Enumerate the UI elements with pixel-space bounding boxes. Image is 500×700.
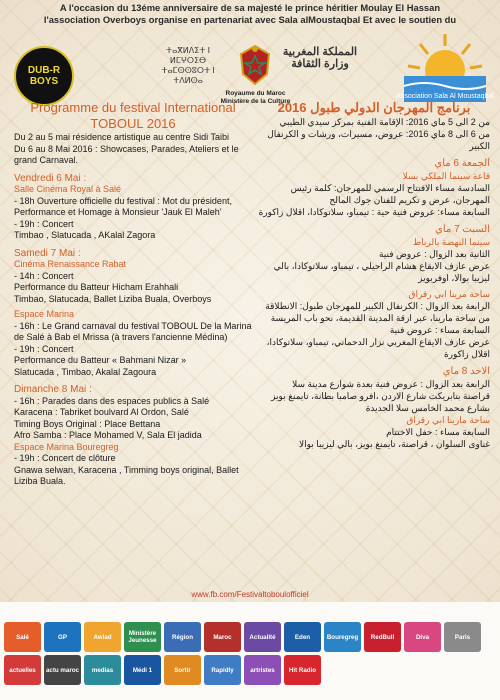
sponsor-logo: actuelles — [4, 655, 41, 685]
arabic-venue-marina: ساحة مرينا ابي رقراق — [408, 289, 490, 299]
arabic-schedule-line: قراصنة بتابريكت شارع الاردن ،افرو صامبا بطانة، تايمنغ بويز بشارع محمد الخامس سلا الجديدة — [271, 391, 490, 413]
sponsor-logo: Salé — [4, 622, 41, 652]
arabic-schedule-line: السادسة مساء الافتتاح الرسمي للمهرجان: كلمة رئيس المهرجان، عرض و تكريم للفنان جوك المالح — [290, 183, 490, 205]
french-program-column — [14, 100, 252, 488]
arabic-schedule-line: غناوى السلوان ، قراصنة، تايمنغ بويز، بالي ليزيبا بوالا — [299, 439, 490, 449]
venue-cinema-renaissance: Cinéma Renaissance Rabat — [14, 259, 127, 269]
french-intro-2: Du 6 au 8 Mai 2016 : Showcases, Parades, Ateliers et le grand Carnaval. — [14, 143, 239, 165]
association-logo-text: Association Sala Al Moustaqbal — [396, 93, 494, 100]
sponsor-logo: GP — [44, 622, 81, 652]
french-title — [14, 100, 252, 132]
sponsor-logo: RedBull — [364, 622, 401, 652]
arabic-venue-cinema-royal: قاعة سينما الملكي بسلا — [402, 171, 490, 181]
schedule-line: Performance du Batteur Hicham Erahhali — [14, 282, 179, 292]
schedule-line: - 14h : Concert — [14, 270, 74, 281]
arabic-venue-cinema-renaissance: سينما النهضة بالرباط — [412, 237, 490, 247]
sponsor-logo: Bouregreg — [324, 622, 361, 652]
arabic-schedule-line: عرض عازف الايقاع المغربي نزار الدحماني، تيمباو، سلاتوكادا، اقلال زاكورة — [266, 337, 490, 359]
sponsor-logo: Médi 1 — [124, 655, 161, 685]
arabic-schedule-line: الثانية بعد الزوال : عروض فنية — [378, 249, 490, 259]
schedule-line: Slatucada , Timbao, Akalal Zagoura — [14, 366, 157, 377]
logo-text-2: BOYS — [29, 76, 59, 87]
arabic-day-heading-sunday: الاحد 8 ماي — [442, 366, 490, 377]
coat-of-arms-icon — [234, 44, 276, 88]
sponsor-logo: Ministère Jeunesse — [124, 622, 161, 652]
arabic-schedule-line: الرابعة بعد الزوال : الكرنفال الكبير للمهرجان طبول: الانطلاقة من ساحة مارينا، عبر ازقة المدينة القديمة، نحو باب المريسة — [265, 301, 490, 323]
sponsor-logo: Rapidly — [204, 655, 241, 685]
sponsor-logo: Sortir — [164, 655, 201, 685]
arabic-program-column — [258, 100, 490, 450]
schedule-line: Gnawa selwan, Karacena , Timming boys original, Ballet Liziba Buala. — [14, 464, 239, 486]
header-line-2: l'association Overboys organise en partenariat avec Sala alMoustaqbal Et avec le soutien du — [43, 14, 457, 25]
schedule-line: Afro Samba : Place Mohamed V, Sala El jadida — [14, 430, 202, 440]
schedule-line: Timbao, Slatucada, Ballet Liziba Buala, Overboys — [14, 293, 212, 304]
venue-espace-marina: Espace Marina — [14, 309, 75, 319]
arabic-intro-2: من 6 الى 8 ماي 2016: عروض، مسيرات، ورشات و الكرنفال الكبير — [267, 129, 490, 151]
sponsor-logo: artristes — [244, 655, 281, 685]
association-sun-logo — [396, 30, 494, 106]
french-intro-1: Du 2 au 5 mai résidence artistique au centre Sidi Taibi — [14, 132, 229, 142]
venue-cinema-royal: Salle Cinéma Royal à Salé — [14, 184, 122, 194]
day-heading-sunday: Dimanche 8 Mai : — [14, 384, 92, 395]
arabic-schedule-line: السابعة مساء: عروض فنية حية : تيمباو، سلاتوكادا، اقلال زاكورة — [258, 207, 490, 217]
arabic-day-heading-friday: الجمعة 6 ماي — [434, 158, 490, 169]
ministry-fr-line-1: Royaume du Maroc — [225, 90, 286, 97]
sponsor-logos — [4, 622, 496, 692]
arabic-title: برنامج المهرجان الدولي طبول 2016 — [277, 100, 471, 115]
sponsor-logo: Awlad — [84, 622, 121, 652]
sponsor-logo: Diva — [404, 622, 441, 652]
dubeur-boys-logo — [14, 46, 74, 106]
arabic-schedule-line: السابعة مساء : عروض فنية — [389, 325, 490, 335]
ministry-fr-line-2: Ministère de la Culture — [220, 98, 291, 105]
sponsor-logo: Paris — [444, 622, 481, 652]
schedule-line: Karacena : Tabriket boulvard Al Ordon, Salé — [14, 407, 189, 417]
schedule-line: Performance du Batteur « Bahmani Nizar » — [14, 355, 187, 365]
venue-marina-bouregreg: Espace Marina Bouregreg — [14, 441, 119, 452]
schedule-line: Timing Boys Original : Place Bettana — [14, 418, 161, 429]
sponsor-logo: actu maroc — [44, 655, 81, 685]
schedule-line: Timbao , Slatucada , AKalal Zagora — [14, 230, 156, 240]
day-heading-saturday: Samedi 7 Mai : — [14, 247, 81, 259]
arabic-day-heading-saturday: السبت 7 ماي — [435, 224, 490, 235]
schedule-line: - 16h : Parades dans des espaces publics à Salé — [14, 395, 210, 406]
sponsor-logo: Actualité — [244, 622, 281, 652]
schedule-line: - 19h : Concert — [14, 218, 74, 229]
sponsor-logo: medias — [84, 655, 121, 685]
facebook-link[interactable]: www.fb.com/Festivaltoboulofficiel — [191, 590, 309, 599]
arabic-schedule-line: السابعة مساء : حفل الاختتام — [386, 427, 490, 437]
ministry-arabic-text: المملكة المغربية وزارة الثقافة — [282, 46, 358, 70]
sponsor-logo: Eden — [284, 622, 321, 652]
sponsor-logo: Maroc — [204, 622, 241, 652]
arabic-schedule-line: عرض عازف الايقاع هشام الراحيلي ، تيمباو، سلاتوكادا، بالي ليزيبا بوالا، اوفربويز — [273, 261, 490, 283]
schedule-line: - 19h : Concert de clôture — [14, 453, 116, 463]
header-text — [0, 2, 500, 26]
french-title-line-1: Programme du festival International — [30, 100, 236, 115]
schedule-line: - 18h Ouverture officielle du festival : Mot du président, Performance et Homage à Monsieur 'Jauk El Maleh' — [14, 195, 232, 217]
french-title-line-2: TOBOUL 2016 — [90, 116, 176, 131]
day-heading-friday: Vendredi 6 Mai : — [14, 172, 87, 184]
arabic-venue-marina-2: ساحة مارينا ابي رقراق — [406, 415, 490, 425]
logo-text-1: DUB-R — [27, 65, 61, 76]
ministry-amazigh-text: ⵜⴰⴳⵍⴷⵉⵜ ⵏ ⵍⵎⵖⵔⵉⴱ ⵜⴰⵎⵙⵙⵓⵔⵜ ⵏ ⵜⴷⵍⵙⴰ — [161, 46, 215, 85]
sponsor-logo: Hit Radio — [284, 655, 321, 685]
arabic-schedule-line: الرابعة بعد الزوال : عروض فنية بعدة شوارع مدينة سلا — [292, 379, 490, 389]
arabic-intro-1: من 2 الى 5 ماي 2016: الإقامة الفنية بمركز سيدي الطيبي — [279, 117, 490, 127]
schedule-line: - 19h : Concert — [14, 343, 74, 354]
header-line-1: A l'occasion du 13éme anniversaire de sa majesté le prince héritier Moulay El Hassan — [59, 2, 441, 13]
ministry-logo — [150, 44, 360, 108]
schedule-line: - 16h : Le Grand carnaval du festival TOBOUL De la Marina de Salé à Bab el Mrissa (à travers l'ancienne Médina) — [14, 320, 252, 342]
sponsor-logo: Région — [164, 622, 201, 652]
